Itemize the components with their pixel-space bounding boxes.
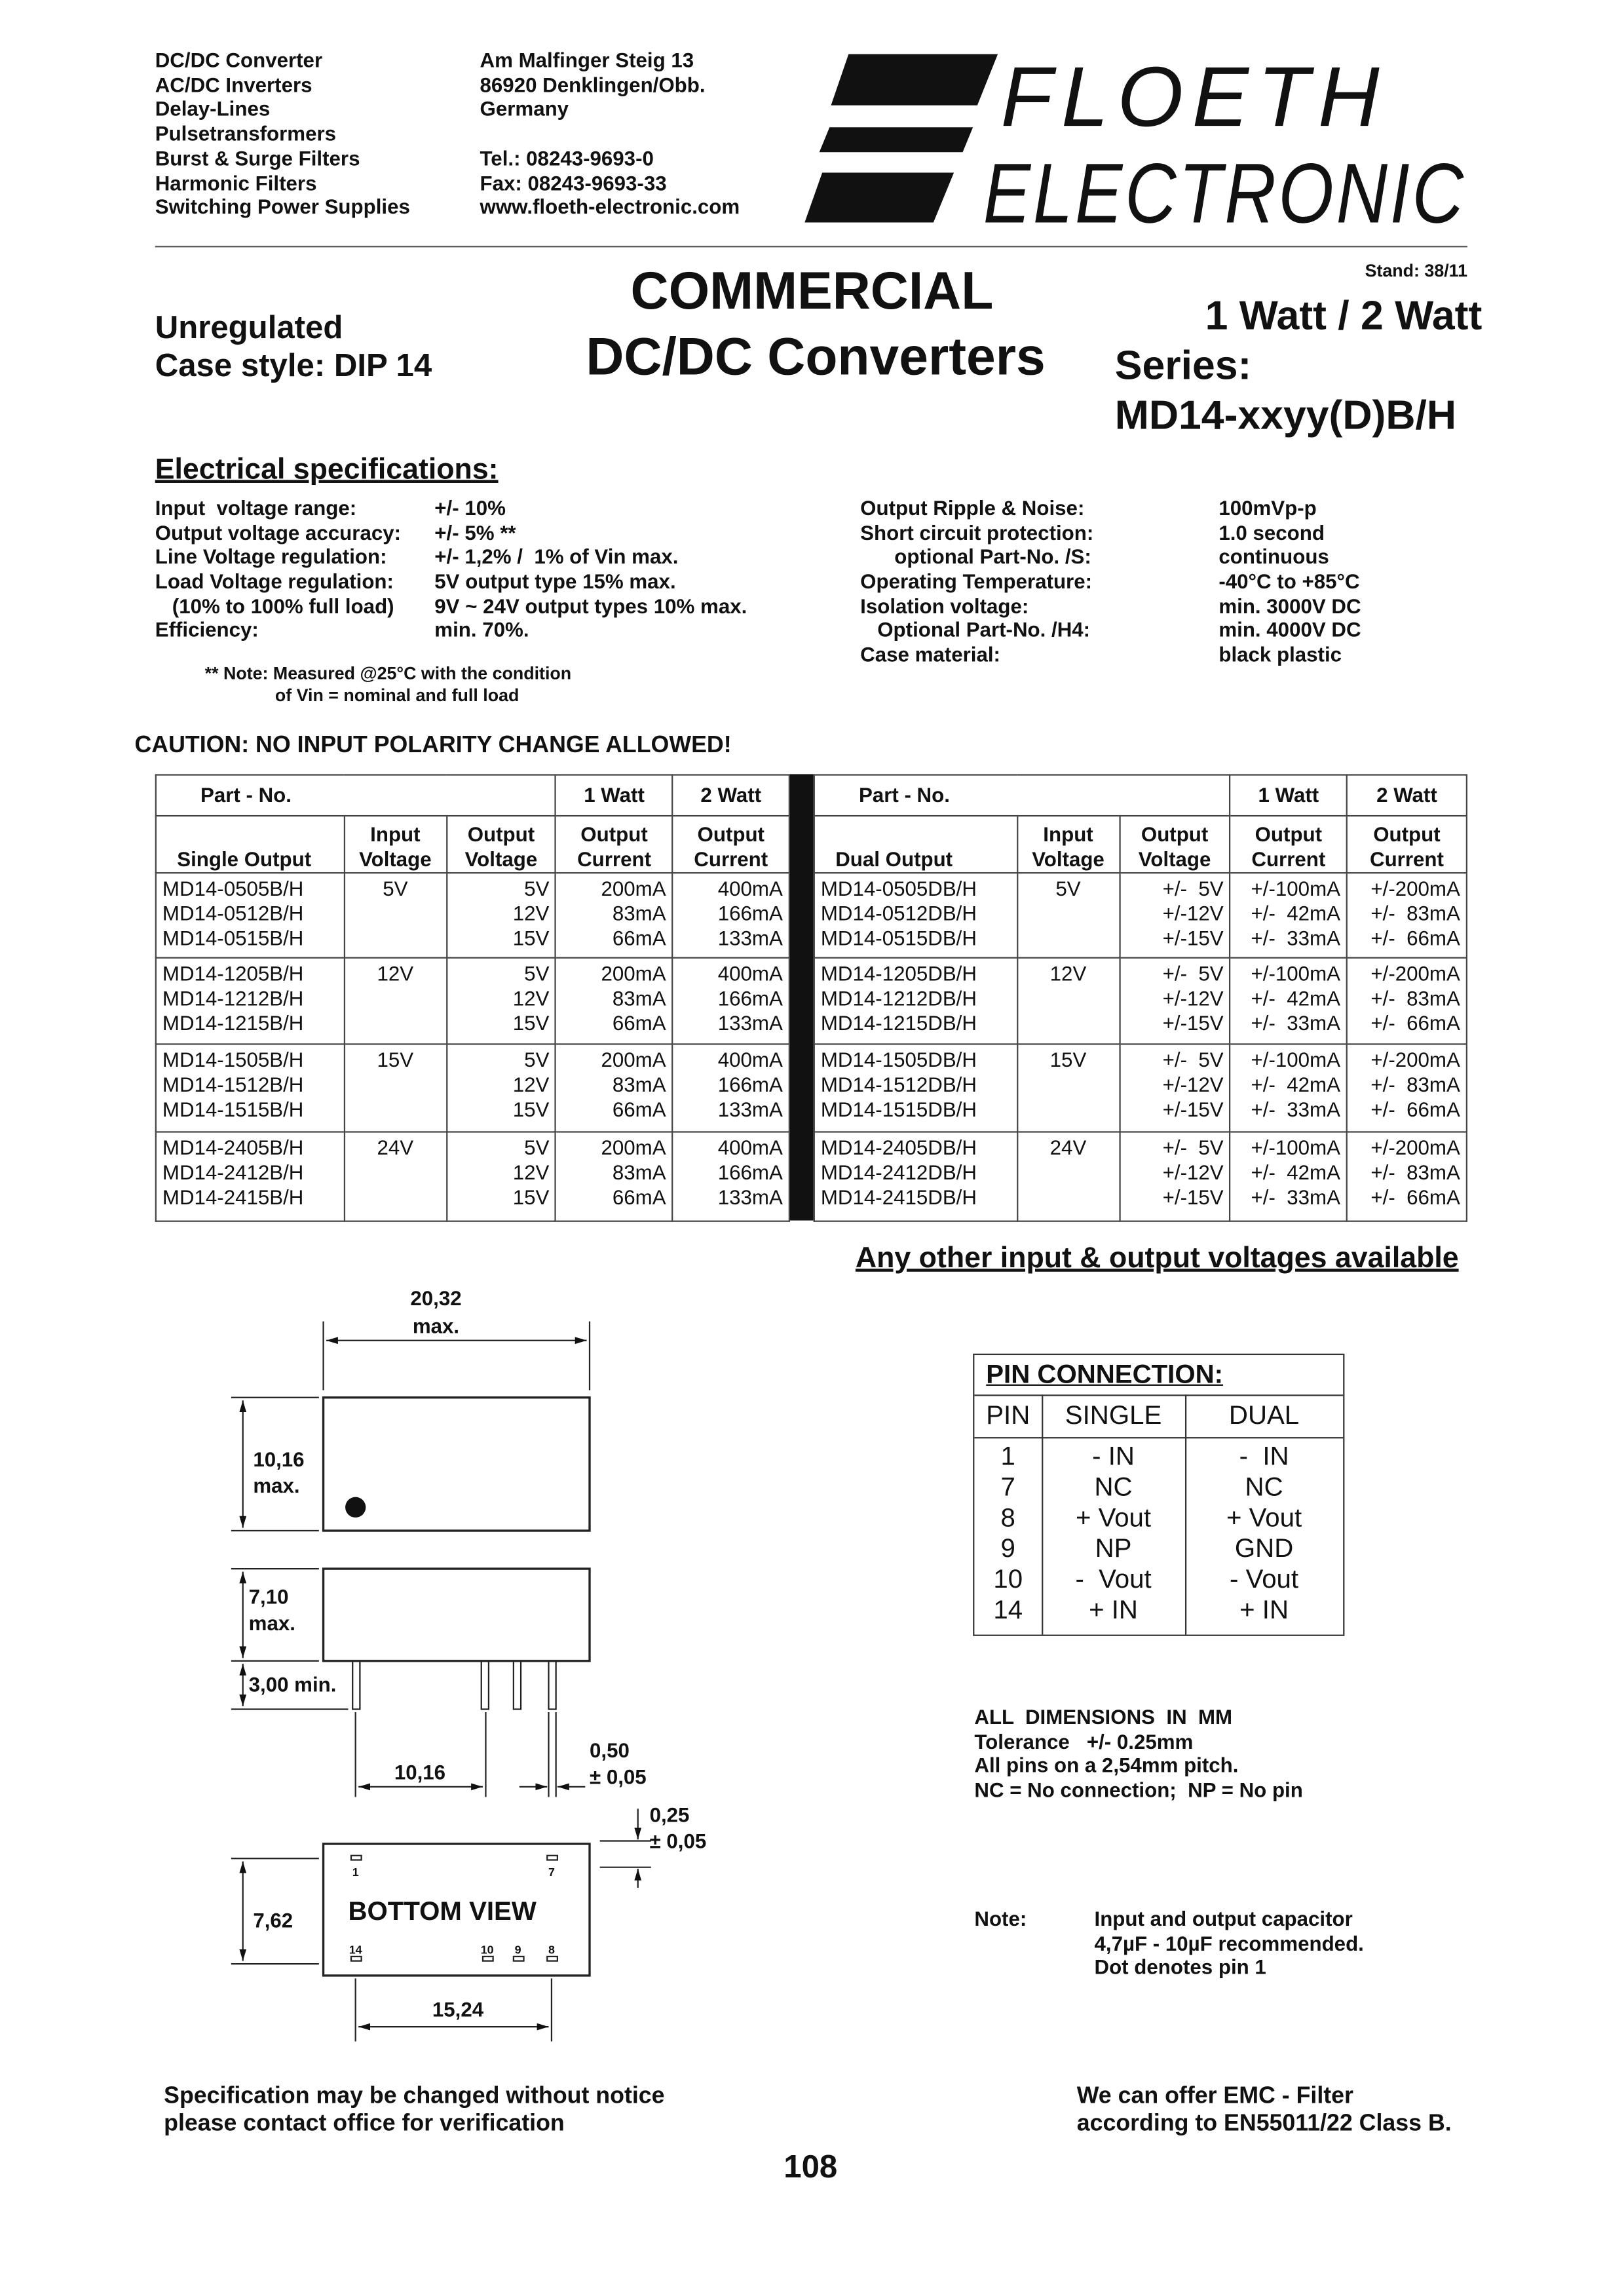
column-header: Single Output (156, 816, 345, 873)
pin-header: PIN (986, 1400, 1030, 1430)
text-line: AC/DC Inverters (155, 73, 312, 96)
watt1-header: 1 Watt (556, 775, 672, 816)
stand-date: Stand: 38/11 (1365, 260, 1467, 281)
text-line: Dot denotes pin 1 (1094, 1955, 1266, 1980)
cell-vout: 5V 12V 15V (446, 1132, 556, 1221)
pin-label: 7 (548, 1866, 555, 1879)
text-line: Input and output capacitor (1094, 1906, 1353, 1930)
spec-label: Line Voltage regulation: (155, 545, 387, 569)
spec-label: Operating Temperature: (860, 569, 1093, 593)
cell-i1: 200mA 83mA 66mA (556, 873, 672, 958)
spec-value: min. 3000V DC (1218, 594, 1361, 617)
watt2-header: 2 Watt (673, 775, 789, 816)
text-line: Harmonic Filters (155, 170, 317, 194)
spec-value: continuous (1218, 545, 1329, 569)
dim-length-max: max. (253, 1474, 300, 1497)
svg-text:FLOETH: FLOETH (1000, 50, 1388, 145)
cell-i2: 400mA 166mA 133mA (673, 1044, 789, 1132)
cell-vin: 24V (344, 1132, 446, 1221)
dim-length: 10,16 (253, 1447, 305, 1471)
column-header: Input Voltage (344, 816, 446, 873)
cell-vout: 5V 12V 15V (446, 958, 556, 1044)
dim-height-max: max. (248, 1611, 295, 1635)
page-number: 108 (784, 2148, 838, 2185)
spec-value: 5V output type 15% max. (434, 569, 676, 593)
cell-i1: +/-100mA +/- 42mA +/- 33mA (1230, 873, 1347, 958)
spec-label: Output voltage accuracy: (155, 520, 402, 545)
cell-vout: +/- 5V +/-12V +/-15V (1120, 873, 1230, 958)
dim-width: 20,32 (410, 1287, 462, 1311)
dim-pin-width: 0,50 (590, 1739, 630, 1763)
spec-label: Case material: (860, 642, 1000, 666)
text-line: Am Malfinger Steig 13 (480, 48, 694, 72)
dim-pin-width-tol: ± 0,05 (590, 1765, 647, 1789)
text-line: ALL DIMENSIONS IN MM (974, 1704, 1233, 1729)
dim-pin-thickness: 0,25 (649, 1803, 690, 1827)
spec-label: Short circuit protection: (860, 520, 1094, 545)
cell-i1: +/-100mA +/- 42mA +/- 33mA (1230, 958, 1347, 1044)
pin-label: 14 (349, 1943, 362, 1957)
spec-value: black plastic (1218, 642, 1342, 666)
power-rating: 1 Watt / 2 Watt (1205, 292, 1482, 338)
cell-i1: 200mA 83mA 66mA (556, 1044, 672, 1132)
dimension-notes (974, 1705, 1302, 1803)
cell-parts: MD14-2405DB/H MD14-2412DB/H MD14-2415DB/H (814, 1132, 1017, 1221)
dual-header: DUAL (1228, 1400, 1300, 1430)
note-label: Note: (974, 1906, 1027, 1930)
dim-pin-thickness-tol: ± 0,05 (649, 1829, 707, 1853)
spec-value: +/- 10% (434, 496, 506, 520)
cell-parts: MD14-0505B/H MD14-0512B/H MD14-0515B/H (156, 873, 345, 958)
spec-label: Input voltage range: (155, 496, 357, 520)
spec-value: -40°C to +85°C (1218, 569, 1360, 593)
pin-label: 8 (548, 1943, 555, 1957)
cell-vin: 5V (344, 873, 446, 958)
spec-value: +/- 1,2% / 1% of Vin max. (434, 545, 679, 569)
pin-label: 1 (352, 1866, 359, 1879)
spec-value: 100mVp-p (1218, 496, 1317, 520)
spec-label: Isolation voltage: (860, 594, 1029, 617)
cell-vin: 24V (1017, 1132, 1120, 1221)
pin-label: 10 (480, 1943, 494, 1957)
pin-connection-table (973, 1354, 1344, 1636)
specs-heading: Electrical specifications: (155, 453, 499, 486)
other-voltages-note: Any other input & output voltages available (855, 1242, 1459, 1275)
pin1-dot (345, 1497, 366, 1518)
spec-value: min. 4000V DC (1218, 618, 1361, 642)
bottom-view-label: BOTTOM VIEW (348, 1896, 537, 1926)
cell-i2: +/-200mA +/- 83mA +/- 66mA (1347, 873, 1467, 958)
text-line: Pulsetransformers (155, 121, 337, 145)
cell-parts: MD14-1205DB/H MD14-1212DB/H MD14-1215DB/H (814, 958, 1017, 1044)
cell-vin: 12V (1017, 958, 1120, 1044)
text-line: www.floeth-electronic.com (480, 195, 740, 219)
cell-vout: 5V 12V 15V (446, 1044, 556, 1132)
cell-vout: +/- 5V +/-12V +/-15V (1120, 958, 1230, 1044)
spec-value: min. 70%. (434, 618, 529, 642)
cell-i1: +/-100mA +/- 42mA +/- 33mA (1230, 1132, 1347, 1221)
text-line: Tolerance +/- 0.25mm (974, 1729, 1194, 1753)
cell-vout: 5V 12V 15V (446, 873, 556, 958)
text-line: NC = No connection; NP = No pin (974, 1778, 1303, 1802)
text-line: Tel.: 08243-9693-0 (480, 145, 654, 170)
single-header: SINGLE (1065, 1400, 1162, 1430)
cell-vin: 12V (344, 958, 446, 1044)
spec-value: 9V ~ 24V output types 10% max. (434, 594, 747, 617)
cell-i1: +/-100mA +/- 42mA +/- 33mA (1230, 1044, 1347, 1132)
dim-row-spacing: 7,62 (253, 1909, 293, 1932)
dim-pin-span: 15,24 (432, 1998, 484, 2021)
caution-text: CAUTION: NO INPUT POLARITY CHANGE ALLOWED! (134, 733, 732, 758)
cell-i1: 200mA 83mA 66mA (556, 1132, 672, 1221)
footer-right-line1: We can offer EMC - Filter (1076, 2084, 1353, 2109)
cell-parts: MD14-2405B/H MD14-2412B/H MD14-2415B/H (156, 1132, 345, 1221)
footer-left-line1: Specification may be changed without notice (164, 2084, 665, 2109)
cell-i2: 400mA 166mA 133mA (673, 958, 789, 1044)
note-text (1095, 1907, 1364, 1980)
cell-vin: 5V (1017, 873, 1120, 958)
column-header: Dual Output (814, 816, 1017, 873)
watt1-header: 1 Watt (1230, 775, 1347, 816)
single-pin-functions: - IN NC + Vout NP - Vout + IN (1075, 1441, 1152, 1624)
cell-parts: MD14-1205B/H MD14-1212B/H MD14-1215B/H (156, 958, 345, 1044)
text-line: Switching Power Supplies (155, 195, 410, 219)
cell-parts: MD14-1505B/H MD14-1512B/H MD14-1515B/H (156, 1044, 345, 1132)
column-header: Input Voltage (1017, 816, 1120, 873)
text-line: 86920 Denklingen/Obb. (480, 73, 706, 96)
title-commercial: COMMERCIAL (630, 260, 994, 321)
text-line: All pins on a 2,54mm pitch. (974, 1753, 1239, 1778)
column-header: Output Current (673, 816, 789, 873)
spec-label: Optional Part-No. /H4: (860, 618, 1091, 642)
dim-height: 7,10 (248, 1585, 289, 1609)
cell-vout: +/- 5V +/-12V +/-15V (1120, 1044, 1230, 1132)
text-line: DC/DC Converter (155, 48, 323, 72)
spec-value: 1.0 second (1218, 520, 1325, 545)
spec-label: (10% to 100% full load) (155, 594, 394, 617)
spec-label: Output Ripple & Noise: (860, 496, 1085, 520)
case-style: Case style: DIP 14 (155, 347, 432, 384)
part-no-header: Part - No. (814, 775, 1230, 816)
cell-vout: +/- 5V +/-12V +/-15V (1120, 1132, 1230, 1221)
spec-value: +/- 5% ** (434, 520, 516, 545)
pin-label: 9 (514, 1943, 521, 1957)
text-line: Germany (480, 97, 569, 121)
column-header: Output Voltage (1120, 816, 1230, 873)
title-converters: DC/DC Converters (586, 326, 1046, 387)
column-header: Output Current (1347, 816, 1467, 873)
column-header: Output Current (556, 816, 672, 873)
cell-i2: +/-200mA +/- 83mA +/- 66mA (1347, 1044, 1467, 1132)
column-header: Output Voltage (446, 816, 556, 873)
spec-label: Load Voltage regulation: (155, 569, 394, 593)
cell-vin: 15V (1017, 1044, 1120, 1132)
dim-pitch: 10,16 (394, 1761, 446, 1784)
column-header: Output Current (1230, 816, 1347, 873)
cell-i2: 400mA 166mA 133mA (673, 873, 789, 958)
pin-numbers: 1 7 8 9 10 14 (993, 1441, 1023, 1624)
spec-label: optional Part-No. /S: (860, 545, 1091, 569)
footer-right-line2: according to EN55011/22 Class B. (1076, 2111, 1452, 2137)
cell-vin: 15V (344, 1044, 446, 1132)
cell-i2: +/-200mA +/- 83mA +/- 66mA (1347, 958, 1467, 1044)
dual-pin-functions: - IN NC + Vout GND - Vout + IN (1226, 1441, 1302, 1624)
watt2-header: 2 Watt (1347, 775, 1467, 816)
pin-table-title: PIN CONNECTION: (986, 1359, 1224, 1389)
cell-parts: MD14-0505DB/H MD14-0512DB/H MD14-0515DB/H (814, 873, 1017, 958)
regulation-type: Unregulated (155, 309, 343, 346)
cell-i2: 400mA 166mA 133mA (673, 1132, 789, 1221)
spec-note-line2: of Vin = nominal and full load (274, 685, 519, 706)
svg-text:ELECTRONIC: ELECTRONIC (983, 146, 1466, 241)
spec-note-line1: ** Note: Measured @25°C with the condition (204, 662, 572, 683)
spec-label: Efficiency: (155, 618, 259, 642)
cell-i2: +/-200mA +/- 83mA +/- 66mA (1347, 1132, 1467, 1221)
cell-parts: MD14-1505DB/H MD14-1512DB/H MD14-1515DB/H (814, 1044, 1017, 1132)
series-name: MD14-xxyy(D)B/H (1114, 392, 1457, 438)
series-label: Series: (1114, 342, 1252, 388)
text-line: 4,7µF - 10µF recommended. (1094, 1931, 1364, 1955)
cell-i1: 200mA 83mA 66mA (556, 958, 672, 1044)
text-line: Fax: 08243-9693-33 (480, 170, 667, 194)
part-no-header: Part - No. (156, 775, 556, 816)
dim-pin-length: 3,00 min. (248, 1673, 337, 1696)
text-line: Burst & Surge Filters (155, 145, 360, 170)
footer-left-line2: please contact office for verification (164, 2111, 565, 2137)
dim-width-max: max. (412, 1314, 460, 1338)
text-line: Delay-Lines (155, 97, 271, 121)
